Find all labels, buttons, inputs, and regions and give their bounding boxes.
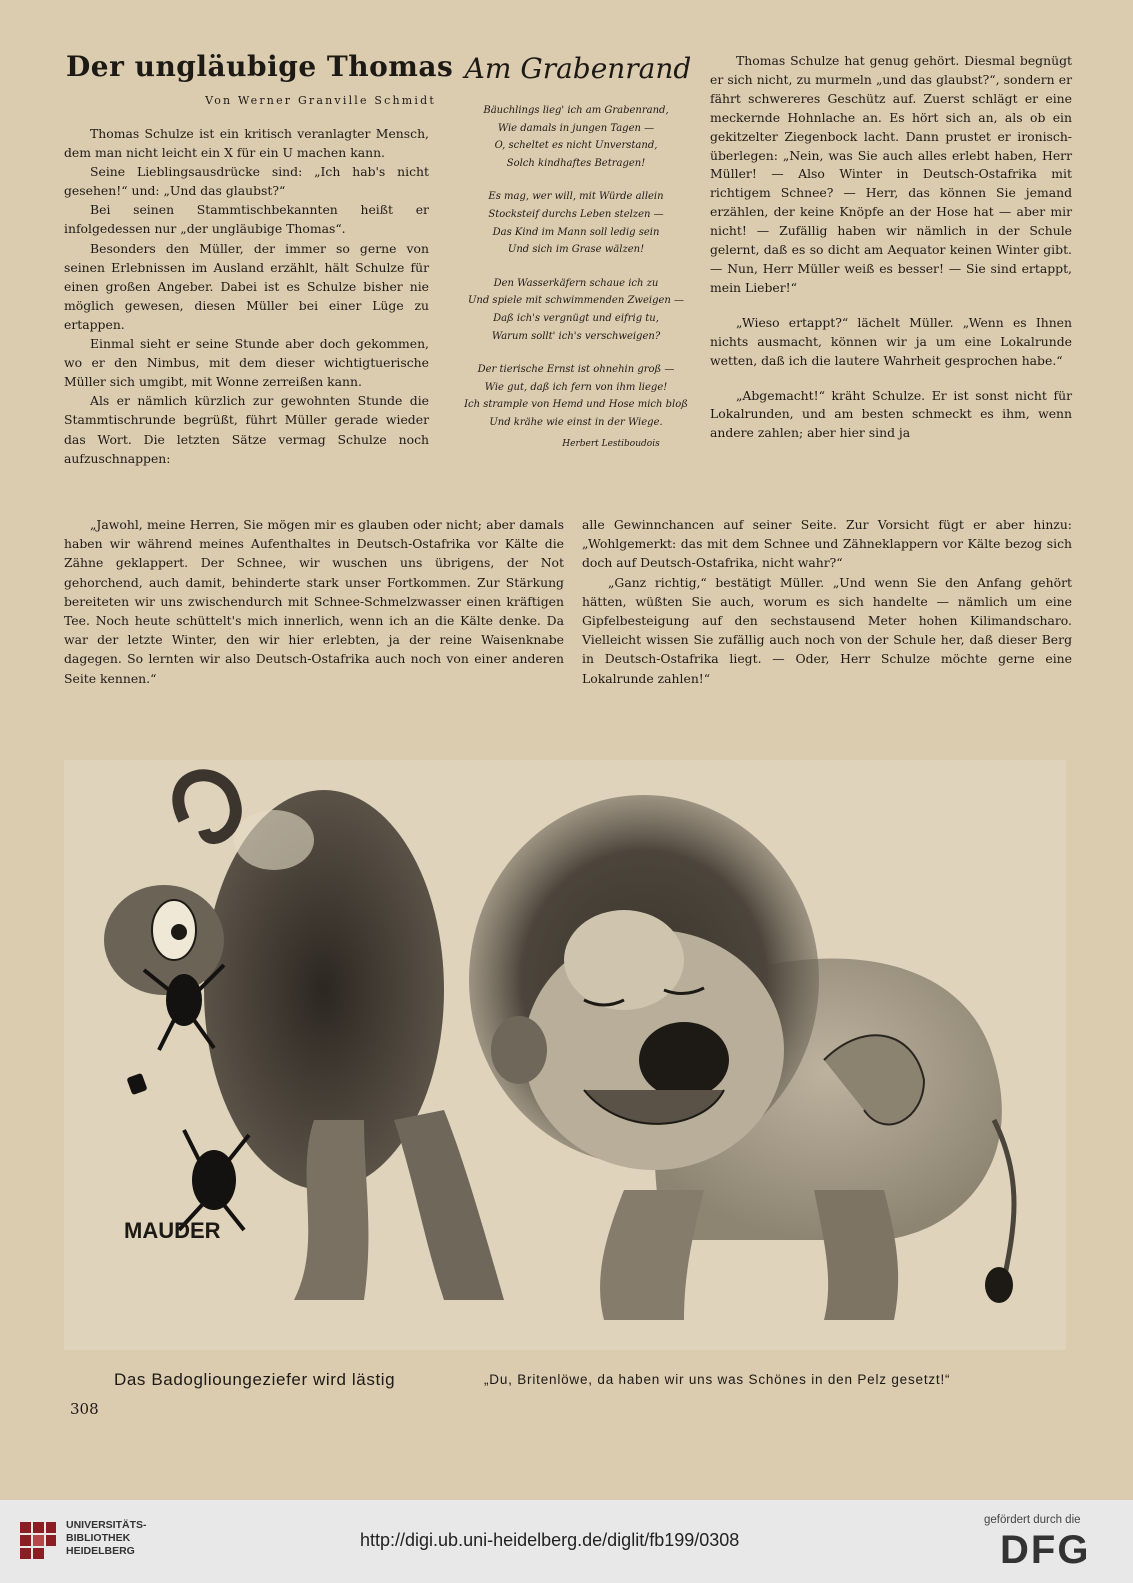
- library-logo-icon: [18, 1520, 58, 1562]
- article-paragraph: Thomas Schulze hat genug gehört. Diesmal begnügt er sich nicht, zu murmeln „und das glaubst?“, sondern er fährt schwereres Geschütz auf. Zuerst schlägt er eine meckernde Hohnlache an. Es hört sich an, als ob ein gekitzelter Ziegenbock lacht. Dann prustet er ironisch-überlegen: „Nein, was Sie auch alles erlebt haben, Herr Müller! — Also Winter in Deutsch-Ostafrika mit richtigem Schnee? — Herr, das können Sie jemand erzählen, der keine Knöpfe an der Hose hat — aber mir nicht! — Zufällig haben wir nämlich in der Schule gelernt, daß es so dicht am Aequator keinen Winter gibt. — Nun, Herr Müller weiß es besser! — Sie sind ertappt, mein Lieber!“: [710, 53, 1072, 295]
- poem-line: Es mag, wer will, mit Würde allein: [488, 191, 664, 203]
- cartoon-caption-title: Das Badoglioungeziefer wird lästig: [114, 1370, 396, 1389]
- cartoon-drawing: [64, 760, 1066, 1350]
- article-ending-block: [582, 515, 1072, 688]
- library-name-line: HEIDELBERG: [66, 1545, 135, 1557]
- poem-stanza: [445, 102, 707, 172]
- poem-line: Solch kindhaftes Betragen!: [506, 157, 646, 169]
- article-paragraph: „Wieso ertappt?“ lächelt Müller. „Wenn es Ihnen nichts ausmacht, können wir ja um eine Lokalrunde wetten, daß ich die lautere Wahrheit gesprochen habe.“: [710, 314, 1072, 368]
- poem-line: Und spiele mit schwimmenden Zweigen —: [467, 295, 685, 307]
- article-paragraph: Seine Lieblingsausdrücke sind: „Ich hab's nicht gesehen!“ und: „Und das glaubst?“: [64, 164, 429, 199]
- article-continuation: alle Gewinnchancen auf seiner Seite. Zur Vorsicht fügt er aber hinzu: „Wohlgemerkt: das mit dem Schnee und Zähneklappern vor Kälte bezog sich doch auf Deutsch-Ostafrika, nicht wahr?“: [582, 517, 1072, 571]
- poem-line: O, scheltet es nicht Unverstand,: [494, 140, 658, 152]
- poem-stanza: [445, 188, 707, 258]
- poem-line: Wie gut, daß ich fern von ihm liege!: [484, 381, 668, 393]
- page-number: 308: [70, 1400, 99, 1418]
- article-paragraph: Thomas Schulze ist ein kritisch veranlagter Mensch, dem man nicht leicht ein X für ein U machen kann.: [64, 126, 429, 161]
- poem-line: Den Wasserkäfern schaue ich zu: [493, 277, 659, 289]
- article-paragraph: Als er nämlich kürzlich zur gewohnten Stunde die Stammtischrunde begrüßt, führt Müller gerade wieder das Wort. Die letzten Sätze vermag Schulze noch aufzuschnappen:: [64, 393, 429, 466]
- article-ending: „Ganz richtig,“ bestätigt Müller. „Und wenn Sie den Anfang gehört hätten, wüßten Sie auch, worum es sich handelte — nämlich um eine Gipfelbesteigung auf den sechstausend Meter hohen Kilimandscharo. Vielleicht wissen Sie zufällig auch noch von der Schule her, daß dieser Berg in Deutsch-Ostafrika liegt. — Oder, Herr Schulze möchte gerne eine Lokalrunde zahlen!“: [582, 574, 1072, 686]
- funded-by-label: gefördert durch die: [984, 1514, 1081, 1526]
- source-url-link[interactable]: http://digi.ub.uni-heidelberg.de/diglit/fb199/0308: [360, 1530, 740, 1550]
- poem-author: Herbert Lestiboudois: [562, 438, 660, 449]
- article-paragraph: Bei seinen Stammtischbekannten heißt er infolgedessen nur „der ungläubige Thomas“.: [64, 202, 429, 237]
- poem-line: Warum sollt' ich's verschweigen?: [491, 330, 661, 342]
- poem-line: Und sich im Grase wälzen!: [507, 244, 645, 256]
- artist-signature: MAUDER: [124, 1218, 221, 1243]
- library-name-line: BIBLIOTHEK: [66, 1532, 131, 1544]
- poem-line: Bäuchlings lieg' ich am Grabenrand,: [483, 105, 669, 116]
- article-title: Der ungläubige Thomas: [66, 50, 454, 83]
- poem-line: Ich strample von Hemd und Hose mich bloß: [464, 399, 688, 411]
- article-column-right: [710, 52, 1072, 459]
- poem-line: Daß ich's vergnügt und eifrig tu,: [493, 312, 659, 324]
- cartoon-illustration: [64, 760, 1066, 1350]
- poem-line: Stocksteif durchs Leben stelzen —: [488, 208, 664, 220]
- article-quote: „Jawohl, meine Herren, Sie mögen mir es glauben oder nicht; aber damals haben wir während meines Aufenthaltes in Deutsch-Ostafrika vor Kälte die Zähne geklappert. Der Schnee, wir wuschen uns übrigens, der Not gehorchend, auch damit, behinderte stark unser Fortkommen. Zur Stärkung bereiteten wir uns zwischendurch mit Schnee-Schmelzwasser einen kräftigen Tee. Noch heute schüttelt's mich innerlich, wenn ich an die Kälte denke. Da war der letzte Winter, den wir hier erlebten, ja der reine Waisenknabe dagegen. So lernten wir also Deutsch-Ostafrika auch noch von einer anderen Seite kennen.“: [64, 517, 564, 686]
- dfg-logo: DFG: [1000, 1528, 1091, 1572]
- poem: [445, 102, 707, 453]
- article-paragraph: „Abgemacht!“ kräht Schulze. Er ist sonst nicht für Lokalrunden, und am besten schmeckt es ihm, wenn andere zahlen; aber hier sind ja: [710, 387, 1072, 441]
- poem-line: Und krähe wie einst in der Wiege.: [489, 416, 663, 428]
- article-quote-block: [64, 515, 564, 688]
- poem-title: Am Grabenrand: [464, 52, 692, 85]
- article-byline: Von Werner Granville Schmidt: [205, 94, 436, 107]
- digitization-footer: [0, 1500, 1133, 1583]
- article-column-left: [64, 124, 429, 468]
- poem-line: Der tierische Ernst ist ohnehin groß —: [477, 364, 675, 376]
- poem-line: Wie damals in jungen Tagen —: [497, 122, 655, 134]
- cartoon-caption-quote: „Du, Britenlöwe, da haben wir uns was Schönes in den Pelz gesetzt!“: [484, 1372, 951, 1387]
- poem-line: Das Kind im Mann soll ledig sein: [492, 226, 660, 238]
- poem-stanza: [445, 275, 707, 345]
- library-name-line: UNIVERSITÄTS-: [66, 1519, 147, 1531]
- article-paragraph: Besonders den Müller, der immer so gerne von seinen Erlebnissen im Ausland erzählt, hält Schulze für einen großen Angeber. Dabei ist es Schulze bisher nie möglich gewesen, diesen Müller bei einer Lüge zu ertappen.: [64, 240, 429, 332]
- article-paragraph: Einmal sieht er seine Stunde aber doch gekommen, wo er den Nimbus, mit dem dieser wichtigtuerische Müller sich umgibt, mit Wonne zerreißen kann.: [64, 336, 429, 390]
- poem-stanza: [445, 361, 707, 431]
- library-name: [66, 1519, 186, 1558]
